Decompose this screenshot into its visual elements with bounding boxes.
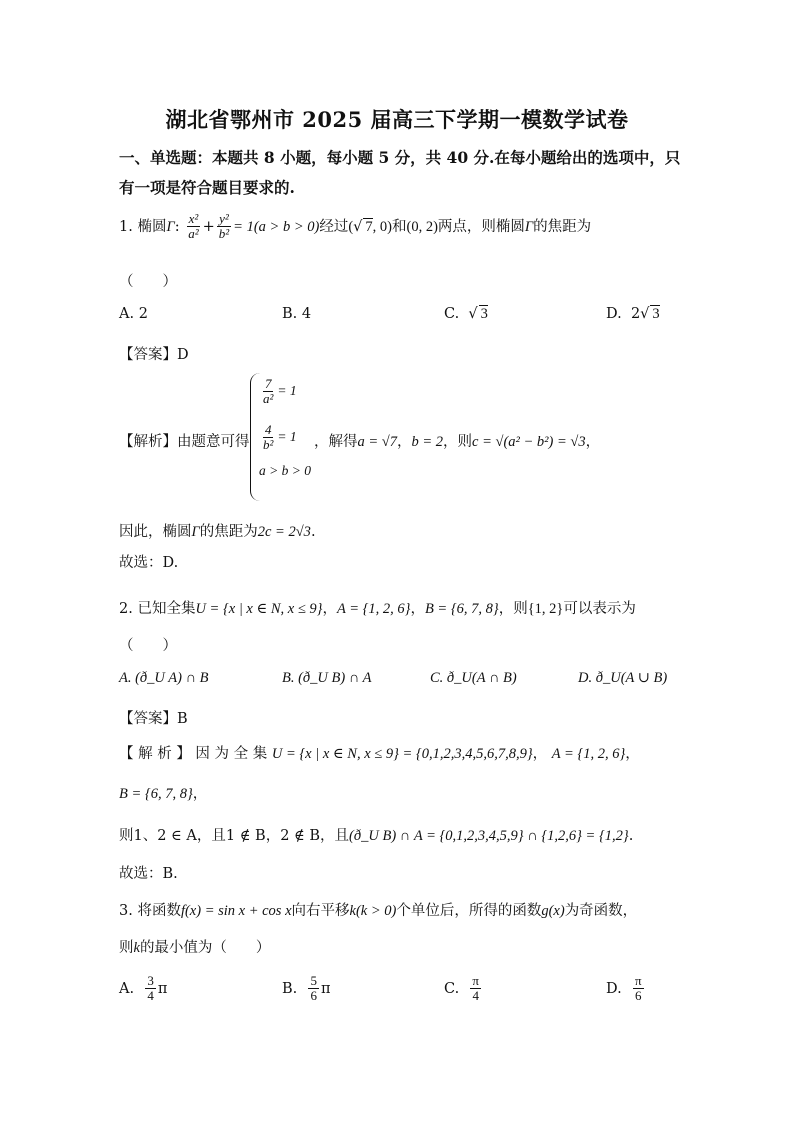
q1-option-c: C. √ 3 <box>444 306 488 322</box>
q1-option-d: D. 2√ 3 <box>606 306 660 322</box>
q2-analysis: 【 解 析 】 因 为 全 集 U = {x | x ∈ N, x ≤ 9} = {0,1,2,3,4,5,6,7,8,9}， A = {1, 2, 6}， <box>119 746 640 762</box>
q2-analysis-b: B = {6, 7, 8}， <box>119 786 208 802</box>
q1-frac-y: $\frac{\text{y²}}{\text{b²}}$ <box>218 211 230 242</box>
q1-equation-system: $\frac{7}{\text{a²}}$ = 1 $\frac{4}{\text{b²}}$ = 1 a > b > 0 <box>250 373 341 501</box>
q1-analysis-label: 【解析】由题意可得 <box>119 434 250 450</box>
q3-option-b: B. $\frac{5}{6}$ π <box>282 973 331 1004</box>
q1-analysis-result: ，解得a = √7，b = 2，则c = √(a² − b²) = √3， <box>314 434 601 450</box>
q1-answer: 【答案】D <box>119 347 189 363</box>
q2-answer: 【答案】B <box>119 711 188 727</box>
q1-conclusion: 因此，椭圆Γ的焦距为2c = 2√3. <box>119 524 316 540</box>
q2-option-a: A. (ð_U A) ∩ B <box>119 670 209 686</box>
section-heading-line2: 有一项是符合题目要求的. <box>119 178 295 197</box>
q3-stem: 3. 将函数f(x) = sin x + cos x向右平移k(k > 0)个单位后，所得的函数g(x)为奇函数， <box>119 903 638 919</box>
q1-paren: （ ） <box>119 274 177 290</box>
page-title: 湖北省鄂州市 2025 届高三下学期一模数学试卷 <box>165 107 629 132</box>
q3-option-a: A. $\frac{3}{4}$ π <box>119 973 168 1004</box>
q1-frac-x: $\frac{\text{x²}}{\text{a²}}$ <box>188 211 199 242</box>
q3-option-c: C. $\frac{\pi}{4}$ <box>444 973 479 1004</box>
q1-stem: 1. 椭圆Γ: $\frac{\text{x²}}{\text{a²}}$ + $\frac{\text{y²}}{\text{b²}}$ = 1(a > b > 0)经过(√ 7, 0)和(0, 2)两点，则椭圆Γ的焦距为 <box>119 211 592 242</box>
q2-analysis-then: 则1、2 ∈ A，且1 ∉ B，2 ∉ B，且(ð_U B) ∩ A = {0,1,2,3,4,5,9} ∩ {1,2,6} = {1,2}. <box>119 828 634 844</box>
section-heading-line1: 一、单选题：本题共 8 小题，每小题 5 分，共 40 分.在每小题给出的选项中，只 <box>119 148 681 167</box>
q3-stem-line2: 则k的最小值为（ ） <box>119 940 271 956</box>
q2-choose: 故选：B. <box>119 866 178 882</box>
q2-option-d: D. ð_U(A ∪ B) <box>578 670 668 686</box>
q2-option-c: C. ð_U(A ∩ B) <box>430 670 517 686</box>
q1-option-a: A. 2 <box>119 306 148 322</box>
q1-option-b: B. 4 <box>282 306 312 322</box>
q2-stem: 2. 已知全集U = {x | x ∈ N, x ≤ 9}，A = {1, 2, 6}，B = {6, 7, 8}，则{1, 2}可以表示为 <box>119 601 636 617</box>
q2-option-b: B. (ð_U B) ∩ A <box>282 670 372 686</box>
q2-paren: （ ） <box>119 638 177 654</box>
q1-choose: 故选：D. <box>119 555 179 571</box>
q3-option-d: D. $\frac{\pi}{6}$ <box>606 973 642 1004</box>
